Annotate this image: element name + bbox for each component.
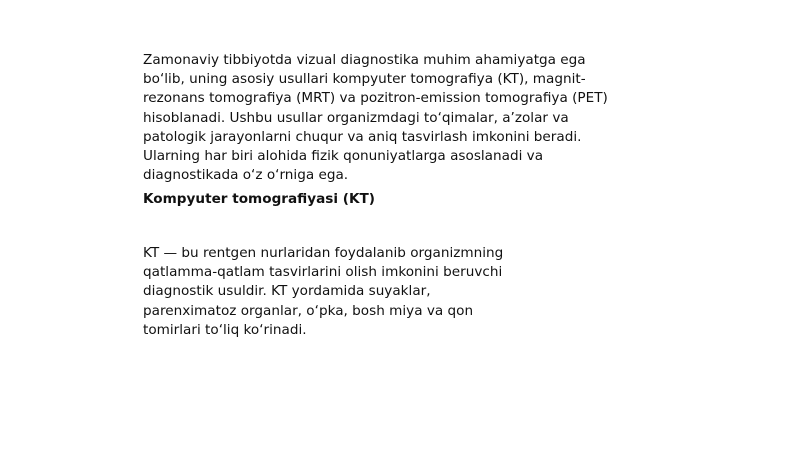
intro-line: Zamonaviy tibbiyotda vizual diagnostika muhim ahamiyatga ega [143, 52, 586, 68]
intro-line: diagnostikada o‘z o‘rniga ega. [143, 167, 349, 184]
kt-line: parenximatoz organlar, o‘pka, bosh miya va qon [143, 302, 474, 319]
kt-line: tomirlari to‘liq ko‘rinadi. [143, 321, 307, 338]
kt-line: KT — bu rentgen nurlaridan foydalanib organizmning [143, 245, 504, 261]
kt-line: qatlamma-qatlam tasvirlarini olish imkonini beruvchi [143, 264, 503, 281]
intro-line: hisoblanadi. Ushbu usullar organizmdagi to‘qimalar, a’zolar va [143, 109, 569, 126]
kt-line: diagnostik usuldir. KT yordamida suyaklar, [143, 283, 431, 300]
section-heading: Kompyuter tomografiyasi (KT) [143, 191, 375, 207]
kt-paragraph [143, 244, 503, 340]
intro-line: bo‘lib, uning asosiy usullari kompyuter tomografiya (KT), magnit- [143, 71, 586, 88]
intro-line: rezonans tomografiya (MRT) va pozitron-emission tomografiya (PET) [143, 90, 608, 107]
intro-paragraph [143, 51, 608, 185]
intro-line: Ularning har biri alohida fizik qonuniyatlarga asoslanadi va [143, 148, 544, 165]
intro-line: patologik jarayonlarni chuqur va aniq tasvirlash imkonini beradi. [143, 128, 582, 145]
